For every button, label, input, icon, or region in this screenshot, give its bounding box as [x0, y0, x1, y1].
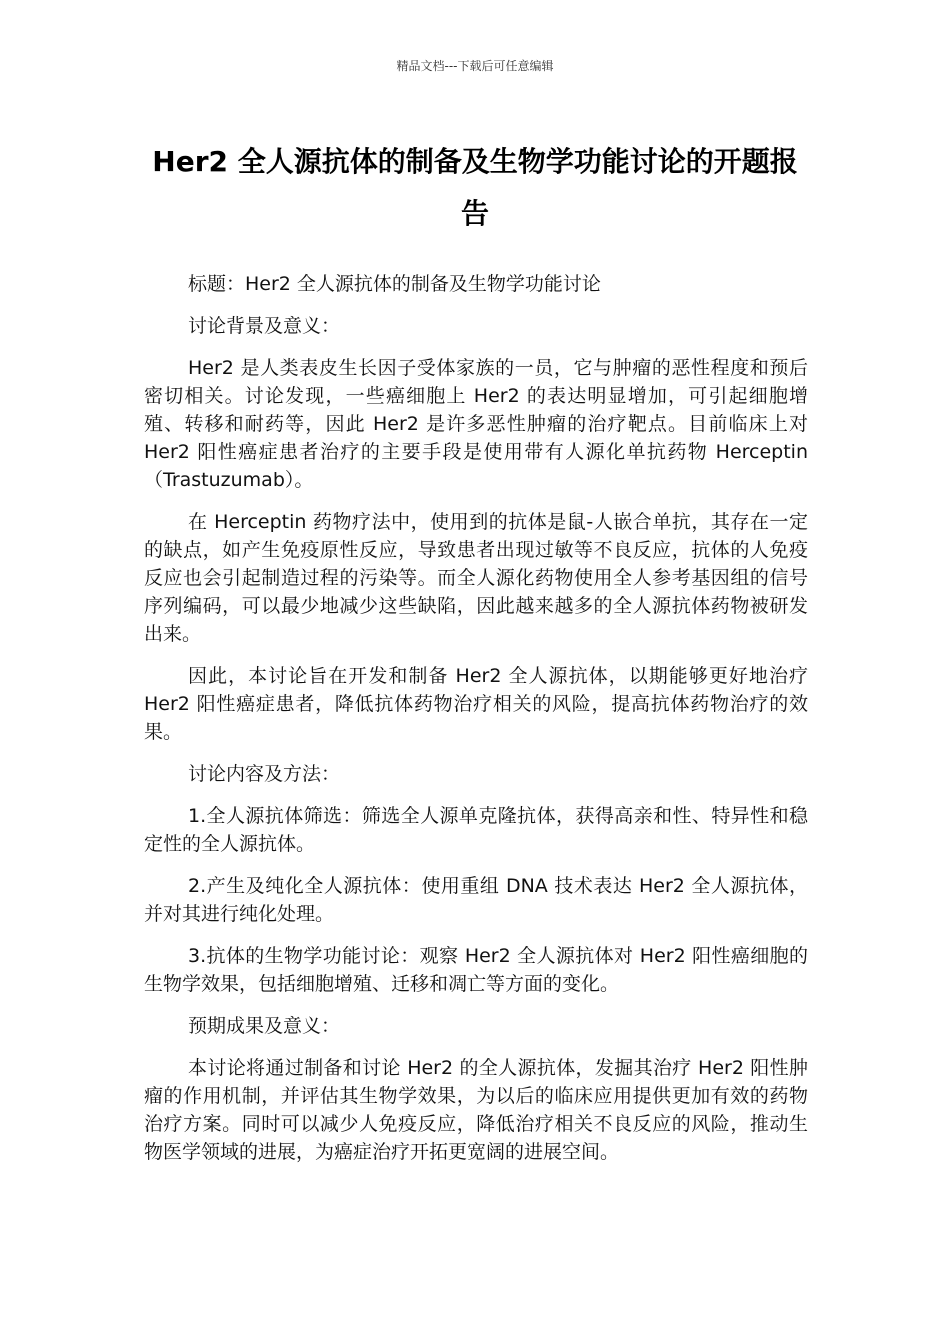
- method-item-2: 2.产生及纯化全人源抗体：使用重组 DNA 技术表达 Her2 全人源抗体，并对其进行纯化处理。: [144, 875, 808, 925]
- section-heading-background: 讨论背景及意义：: [188, 315, 341, 337]
- document-body: [144, 270, 808, 1180]
- method-item-3: 3.抗体的生物学功能讨论：观察 Her2 全人源抗体对 Her2 阳性癌细胞的生物学效果，包括细胞增殖、迁移和凋亡等方面的变化。: [144, 945, 808, 995]
- section-heading-methods: 讨论内容及方法：: [188, 763, 341, 785]
- subject-line: 标题：Her2 全人源抗体的制备及生物学功能讨论: [188, 273, 601, 295]
- background-paragraph-2: 在 Herceptin 药物疗法中，使用到的抗体是鼠-人嵌合单抗，其存在一定的缺点，如产生免疫原性反应，导致患者出现过敏等不良反应，抗体的人免疫反应也会引起制造过程的污染等。而全人源化药物使用全人参考基因组的信号序列编码，可以最少地减少这些缺陷，因此越来越多的全人源抗体药物被研发出来。: [144, 511, 808, 645]
- section-heading-outcomes: 预期成果及意义：: [188, 1015, 341, 1037]
- outcomes-paragraph: 本讨论将通过制备和讨论 Her2 的全人源抗体，发掘其治疗 Her2 阳性肿瘤的作用机制，并评估其生物学效果，为以后的临床应用提供更加有效的药物治疗方案。同时可以减少人免疫反应，降低治疗相关不良反应的风险，推动生物医学领域的进展，为癌症治疗开拓更宽阔的进展空间。: [144, 1057, 808, 1163]
- background-paragraph-3: 因此，本讨论旨在开发和制备 Her2 全人源抗体，以期能够更好地治疗 Her2 阳性癌症患者，降低抗体药物治疗相关的风险，提高抗体药物治疗的效果。: [144, 665, 808, 743]
- page-header: 精品文档---下载后可任意编辑: [396, 59, 554, 73]
- method-item-1: 1.全人源抗体筛选：筛选全人源单克隆抗体，获得高亲和性、特异性和稳定性的全人源抗体。: [144, 805, 808, 855]
- document-title: Her2 全人源抗体的制备及生物学功能讨论的开题报告: [152, 145, 798, 230]
- background-paragraph-1: Her2 是人类表皮生长因子受体家族的一员，它与肿瘤的恶性程度和预后密切相关。讨论发现，一些癌细胞上 Her2 的表达明显增加，可引起细胞增殖、转移和耐药等，因此 Her2 是许多恶性肿瘤的治疗靶点。目前临床上对 Her2 阳性癌症患者治疗的主要手段是使用带有人源化单抗药物 Herceptin（Trastuzumab）。: [144, 357, 808, 491]
